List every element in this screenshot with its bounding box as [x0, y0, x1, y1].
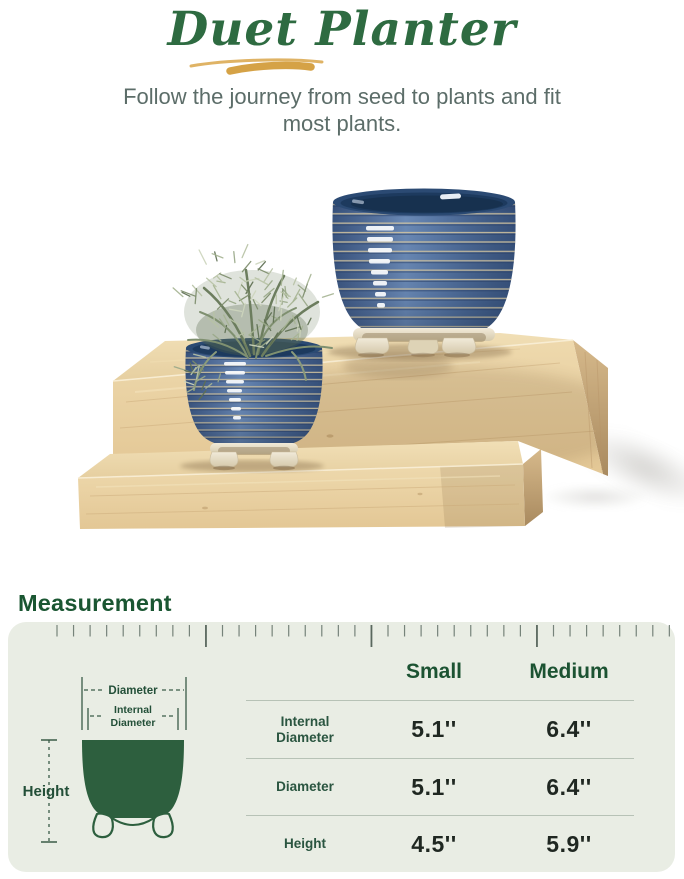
subtitle-line1: Follow the journey from seed to plants and fit: [123, 84, 561, 109]
table-header-row: [246, 622, 634, 700]
title-underline-swash: [188, 57, 328, 79]
planter-large: [332, 189, 515, 358]
value-internal-diameter-medium: 6.4'': [546, 716, 592, 742]
diagram-diameter-label: Diameter: [108, 685, 158, 697]
column-header-medium: Medium: [529, 660, 609, 683]
row-label: Diameter: [276, 779, 334, 795]
table-row-internal-diameter: [246, 700, 634, 758]
table-row-diameter: [246, 758, 634, 815]
row-label: Height: [284, 836, 326, 852]
size-diagram: [18, 668, 248, 873]
value-diameter-small: 5.1'': [411, 773, 457, 800]
product-photo: [0, 140, 684, 570]
measurement-heading: Measurement: [18, 590, 172, 616]
diagram-internal-label-1: Internal: [114, 704, 152, 716]
subtitle-line2: most plants.: [282, 110, 402, 136]
value-height-small: 4.5'': [411, 830, 457, 857]
wooden-step-lower: [78, 441, 543, 529]
value-internal-diameter-small: 5.1'': [411, 716, 457, 742]
planter-feet: [355, 338, 475, 354]
value-height-medium: 5.9'': [546, 830, 592, 857]
pot-silhouette: [82, 740, 184, 837]
measurement-panel: [8, 622, 675, 872]
table-row-height: [246, 815, 634, 872]
page-title: Duet Planter: [167, 2, 517, 57]
row-label: Internal Diameter: [276, 713, 334, 745]
diagram-internal-label-2: Diameter: [110, 717, 156, 729]
subtitle: [42, 84, 642, 138]
column-header-small: Small: [405, 660, 463, 683]
size-table: [246, 622, 634, 872]
value-diameter-medium: 6.4'': [546, 773, 592, 800]
diagram-height-label: Height: [22, 783, 70, 800]
